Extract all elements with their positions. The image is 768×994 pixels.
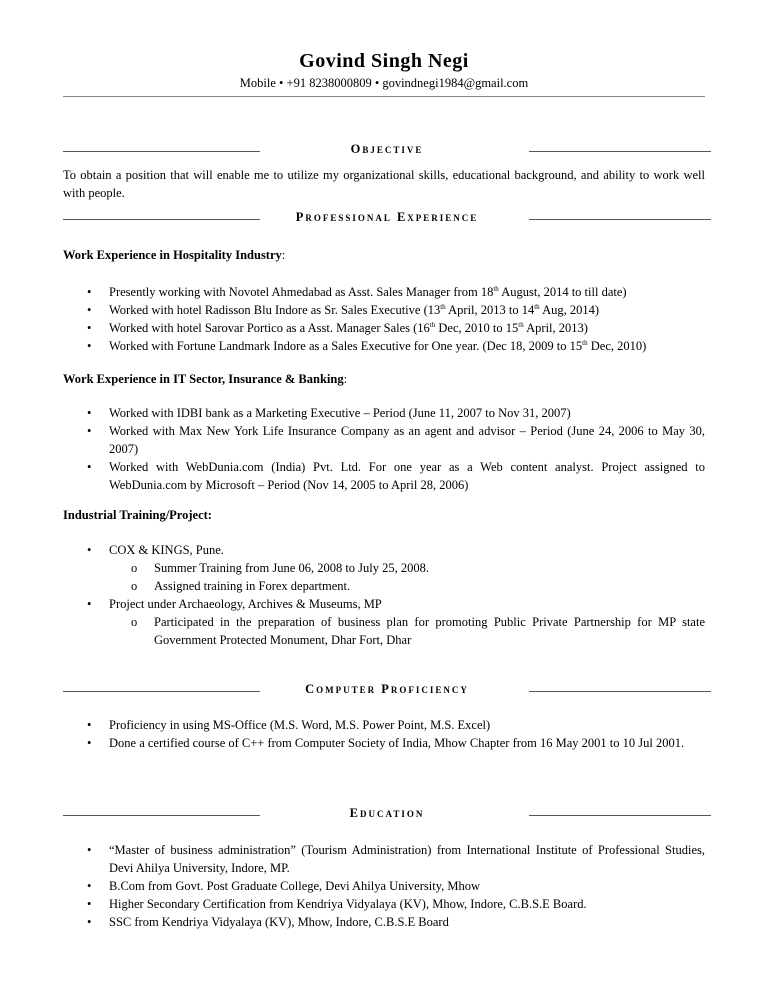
header-divider [63, 96, 705, 97]
candidate-name: Govind Singh Negi [299, 50, 469, 72]
contact-line: Mobile • +91 8238000809 • govindnegi1984@gmail.com [239, 76, 529, 90]
section-title-computer: Computer Proficiency [305, 682, 469, 696]
section-title-education: Education [349, 806, 425, 820]
objective-text: To obtain a position that will enable me to utilize my organizational skills, educational background, and ability to work well with people. [63, 168, 705, 200]
section-title-objective: Objective [350, 142, 424, 156]
section-header-computer [63, 682, 711, 702]
list-item: • SSC from Kendriya Vidyalaya (KV), Mhow, Indore, C.B.S.E Board [63, 913, 705, 931]
hospitality-list [63, 283, 705, 355]
list-item: • Worked with Fortune Landmark Indore as a Sales Executive for One year. (Dec 18, 2009 to 15th Dec, 2010) [63, 337, 705, 355]
section-title-experience: Professional Experience [295, 210, 479, 224]
section-header-objective [63, 142, 711, 162]
list-item: • COX & KINGS, Pune. o Summer Training from June 06, 2008 to July 25, 2008. o Assigned training in Forex department. [63, 541, 705, 595]
section-header-education [63, 806, 711, 826]
subheading-hospitality-colon: : [281, 248, 286, 262]
training-list [63, 541, 705, 649]
list-item: • Project under Archaeology, Archives & Museums, MP o Participated in the preparation of business plan for promoting Public Private Partnership for MP state Government Protected Monument, Dhar Fort, Dhar [63, 595, 705, 649]
subheading-hospitality [63, 248, 285, 263]
section-header-experience [63, 210, 711, 230]
subheading-it [63, 372, 347, 387]
sub-list [109, 613, 705, 649]
subheading-training: Industrial Training/Project: [63, 508, 212, 522]
list-item: • Proficiency in using MS-Office (M.S. Word, M.S. Power Point, M.S. Excel) [63, 716, 705, 734]
sub-list-item: o Assigned training in Forex department. [109, 577, 705, 595]
sub-list-item: o Summer Training from June 06, 2008 to July 25, 2008. [109, 559, 705, 577]
list-item: • Worked with hotel Radisson Blu Indore as Sr. Sales Executive (13th April, 2013 to 14th Aug, 2014) [63, 301, 705, 319]
list-item: • Worked with Max New York Life Insurance Company as an agent and advisor – Period (June 24, 2006 to May 30, 2007) [63, 422, 705, 458]
list-item: • B.Com from Govt. Post Graduate College, Devi Ahilya University, Mhow [63, 877, 705, 895]
subheading-it-colon: : [343, 372, 348, 386]
section-rule-right [529, 151, 711, 152]
section-rule-right [529, 219, 711, 220]
subheading-hospitality-title: Work Experience in Hospitality Industry [63, 248, 282, 262]
list-item: • Done a certified course of C++ from Computer Society of India, Mhow Chapter from 16 May 2001 to 10 Jul 2001. [63, 734, 705, 752]
sub-list [109, 559, 705, 595]
section-rule-right [529, 691, 711, 692]
subheading-it-title: Work Experience in IT Sector, Insurance & Banking [63, 372, 344, 386]
education-list [63, 841, 705, 931]
sub-list-item: o Participated in the preparation of business plan for promoting Public Private Partnership for MP state Government Protected Monument, Dhar Fort, Dhar [109, 613, 705, 649]
list-item: • Worked with hotel Sarovar Portico as a Asst. Manager Sales (16th Dec, 2010 to 15th April, 2013) [63, 319, 705, 337]
list-item: • “Master of business administration” (Tourism Administration) from International Institute of Professional Studies, Devi Ahilya University, Indore, MP. [63, 841, 705, 877]
list-item: • Worked with IDBI bank as a Marketing Executive – Period (June 11, 2007 to Nov 31, 2007) [63, 404, 705, 422]
list-item: • Higher Secondary Certification from Kendriya Vidyalaya (KV), Mhow, Indore, C.B.S.E Board. [63, 895, 705, 913]
list-item: • Worked with WebDunia.com (India) Pvt. Ltd. For one year as a Web content analyst. Project assigned to WebDunia.com by Microsoft – Period (Nov 14, 2005 to April 28, 2006) [63, 458, 705, 494]
computer-list [63, 716, 705, 752]
it-list [63, 404, 705, 494]
list-item: • Presently working with Novotel Ahmedabad as Asst. Sales Manager from 18th August, 2014 to till date) [63, 283, 705, 301]
section-rule-right [529, 815, 711, 816]
